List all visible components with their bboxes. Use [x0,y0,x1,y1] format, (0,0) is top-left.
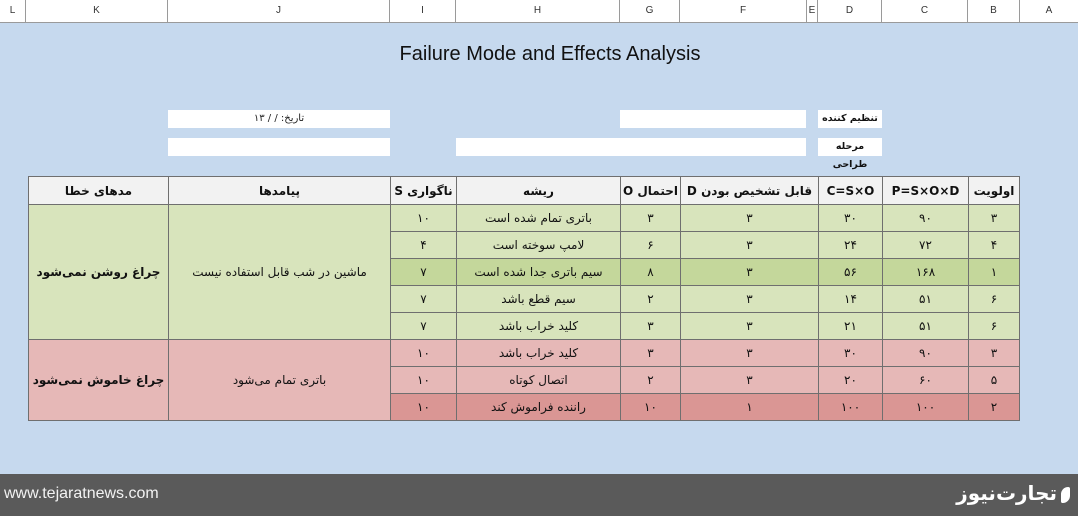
date-field[interactable]: تاریخ: / / ۱۳ [168,110,390,128]
severity-cell[interactable]: ۷ [391,259,457,286]
header-failure-modes[interactable]: مدهای خطا [29,177,169,205]
severity-cell[interactable]: ۱۰ [391,367,457,394]
table-row [29,340,1020,367]
priority-cell[interactable]: ۱ [969,259,1020,286]
priority-cell[interactable]: ۴ [969,232,1020,259]
criticality-cell[interactable]: ۳۰ [819,205,883,232]
occurrence-cell[interactable]: ۲ [621,367,681,394]
column-header-d[interactable]: D [818,0,882,22]
priority-cell[interactable]: ۳ [969,340,1020,367]
severity-cell[interactable]: ۷ [391,286,457,313]
brand-logo [956,481,1070,505]
criticality-cell[interactable]: ۱۴ [819,286,883,313]
root-cause-cell[interactable]: سیم باتری جدا شده است [457,259,621,286]
fmea-table [28,176,1020,421]
priority-cell[interactable]: ۶ [969,286,1020,313]
criticality-cell[interactable]: ۳۰ [819,340,883,367]
column-header-f[interactable]: F [680,0,807,22]
criticality-cell[interactable]: ۱۰۰ [819,394,883,421]
rpn-cell[interactable]: ۱۶۸ [883,259,969,286]
rpn-cell[interactable]: ۱۰۰ [883,394,969,421]
severity-cell[interactable]: ۱۰ [391,340,457,367]
column-header-k[interactable]: K [26,0,168,22]
root-cause-cell[interactable]: لامپ سوخته است [457,232,621,259]
detection-cell[interactable]: ۳ [681,286,819,313]
design-stage-field[interactable] [456,138,806,156]
priority-cell[interactable]: ۳ [969,205,1020,232]
failure-mode-cell[interactable]: چراغ روشن نمی‌شود [29,205,169,340]
rpn-cell[interactable]: ۶۰ [883,367,969,394]
occurrence-cell[interactable]: ۳ [621,340,681,367]
column-header-g[interactable]: G [620,0,680,22]
header-detection[interactable]: قابل تشخیص بودن D [681,177,819,205]
criticality-cell[interactable]: ۵۶ [819,259,883,286]
column-header-i[interactable]: I [390,0,456,22]
detection-cell[interactable]: ۳ [681,367,819,394]
header-rpn[interactable]: P=S×O×D [883,177,969,205]
header-root-cause[interactable]: ریشه [457,177,621,205]
header-severity[interactable]: ناگواری S [391,177,457,205]
occurrence-cell[interactable]: ۳ [621,205,681,232]
root-cause-cell[interactable]: باتری تمام شده است [457,205,621,232]
root-cause-cell[interactable]: سیم قطع باشد [457,286,621,313]
severity-cell[interactable]: ۷ [391,313,457,340]
root-cause-cell[interactable]: کلید خراب باشد [457,340,621,367]
column-header-b[interactable]: B [968,0,1020,22]
occurrence-cell[interactable]: ۶ [621,232,681,259]
detection-cell[interactable]: ۱ [681,394,819,421]
column-header-c[interactable]: C [882,0,968,22]
header-criticality[interactable]: C=S×O [819,177,883,205]
page-title: Failure Mode and Effects Analysis [399,43,701,65]
brand-name: تجارت‌نیوز [956,481,1057,505]
root-cause-cell[interactable]: اتصال کوتاه [457,367,621,394]
leaf-icon [1061,487,1070,503]
designer-label: تنظیم کننده [818,110,882,128]
column-header-a[interactable]: A [1045,5,1053,16]
criticality-cell[interactable]: ۲۴ [819,232,883,259]
rpn-cell[interactable]: ۹۰ [883,340,969,367]
root-cause-cell[interactable]: راننده فراموش کند [457,394,621,421]
detection-cell[interactable]: ۳ [681,259,819,286]
rpn-cell[interactable]: ۹۰ [883,205,969,232]
effect-cell[interactable]: ماشین در شب قابل استفاده نیست [169,205,391,340]
column-header-e[interactable]: E [807,0,818,22]
detection-cell[interactable]: ۳ [681,205,819,232]
root-cause-cell[interactable]: کلید خراب باشد [457,313,621,340]
priority-cell[interactable]: ۲ [969,394,1020,421]
column-header-j[interactable]: J [168,0,390,22]
column-header-h[interactable]: H [456,0,620,22]
column-header-l[interactable]: L [0,0,26,22]
severity-cell[interactable]: ۱۰ [391,205,457,232]
severity-cell[interactable]: ۱۰ [391,394,457,421]
table-row [29,205,1020,232]
priority-cell[interactable]: ۶ [969,313,1020,340]
priority-cell[interactable]: ۵ [969,367,1020,394]
header-effects[interactable]: پیامدها [169,177,391,205]
occurrence-cell[interactable]: ۱۰ [621,394,681,421]
occurrence-cell[interactable]: ۲ [621,286,681,313]
site-url[interactable]: www.tejaratnews.com [4,485,159,502]
rpn-cell[interactable]: ۵۱ [883,313,969,340]
criticality-cell[interactable]: ۲۰ [819,367,883,394]
occurrence-cell[interactable]: ۸ [621,259,681,286]
failure-mode-cell[interactable]: چراغ خاموش نمی‌شود [29,340,169,421]
detection-cell[interactable]: ۳ [681,340,819,367]
header-occurrence[interactable]: احتمال O [621,177,681,205]
rpn-cell[interactable]: ۵۱ [883,286,969,313]
designer-field[interactable] [620,110,806,128]
table-header-row [29,177,1020,205]
severity-cell[interactable]: ۴ [391,232,457,259]
header-priority[interactable]: اولویت [969,177,1020,205]
design-stage-label: مرحله طراحی [818,138,882,156]
extra-field[interactable] [168,138,390,156]
footer-bar [0,474,1078,516]
rpn-cell[interactable]: ۷۲ [883,232,969,259]
column-header-bar [0,0,1078,23]
occurrence-cell[interactable]: ۳ [621,313,681,340]
criticality-cell[interactable]: ۲۱ [819,313,883,340]
effect-cell[interactable]: باتری تمام می‌شود [169,340,391,421]
detection-cell[interactable]: ۳ [681,313,819,340]
detection-cell[interactable]: ۳ [681,232,819,259]
